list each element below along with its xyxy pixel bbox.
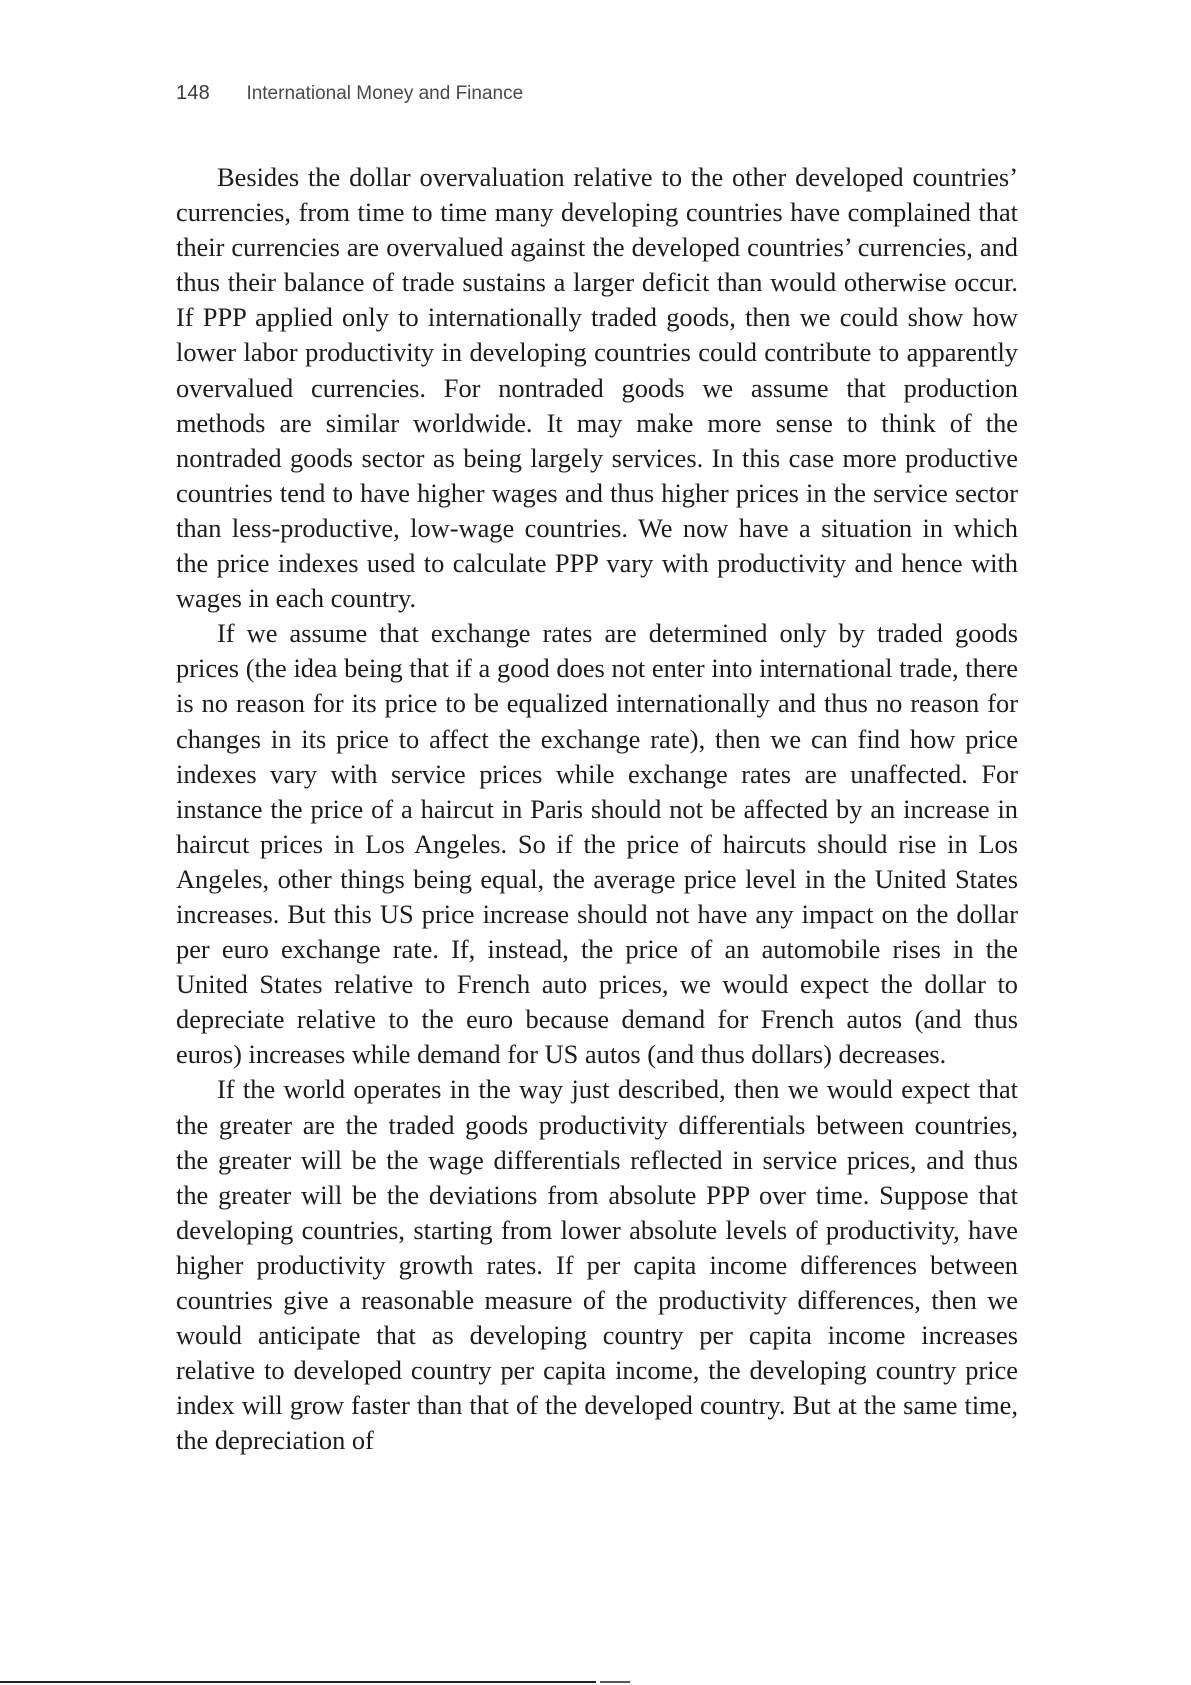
page-number: 148 [176, 82, 210, 104]
paragraph: If the world operates in the way just described, then we would expect that the greater are the traded goods productivity differentials between countries, the greater will be the wage differentials reflected in service prices, and thus the greater will be the deviations from absolute PPP over time. Suppose that developing countries, starting from lower absolute levels of productivity, have higher productivity growth rates. If per capita income differences between countries give a reasonable measure of the productivity differences, then we would anticipate that as developing country per capita income increases relative to developed country per capita income, the developing country price index will grow faster than that of the developed country. But at the same time, the depreciation of [176, 1074, 1018, 1456]
bottom-rule-mark [600, 1681, 630, 1683]
paragraph: If we assume that exchange rates are determined only by traded goods prices (the idea being that if a good does not enter into international trade, there is no reason for its price to be equalized internationally and thus no reason for changes in its price to affect the exchange rate), then we can find how price indexes vary with service prices while exchange rates are unaffected. For instance the price of a haircut in Paris should not be affected by an increase in haircut prices in Los Angeles. So if the price of haircuts should rise in Los Angeles, other things being equal, the average price level in the United States increases. But this US price increase should not have any impact on the dollar per euro exchange rate. If, instead, the price of an automobile rises in the United States relative to French auto prices, we would expect the dollar to depreciate relative to the euro because demand for French autos (and thus euros) increases while demand for US autos (and thus dollars) decreases. [176, 618, 1018, 1070]
running-header [176, 82, 523, 105]
book-title: International Money and Finance [246, 83, 524, 104]
bottom-rule [0, 1681, 596, 1683]
body-text [176, 160, 1018, 1458]
paragraph: Besides the dollar overvaluation relative to the other developed countries’ currencies, from time to time many developing countries have complained that their currencies are overvalued against the developed countries’ currencies, and thus their balance of trade sustains a larger deficit than would otherwise occur. If PPP applied only to internationally traded goods, then we could show how lower labor productivity in developing countries could contribute to apparently overvalued currencies. For nontraded goods we assume that production methods are similar worldwide. It may make more sense to think of the nontraded goods sector as being largely services. In this case more productive countries tend to have higher wages and thus higher prices in the service sector than less-productive, low-wage countries. We now have a situation in which the price indexes used to calculate PPP vary with productivity and hence with wages in each country. [176, 162, 1018, 614]
